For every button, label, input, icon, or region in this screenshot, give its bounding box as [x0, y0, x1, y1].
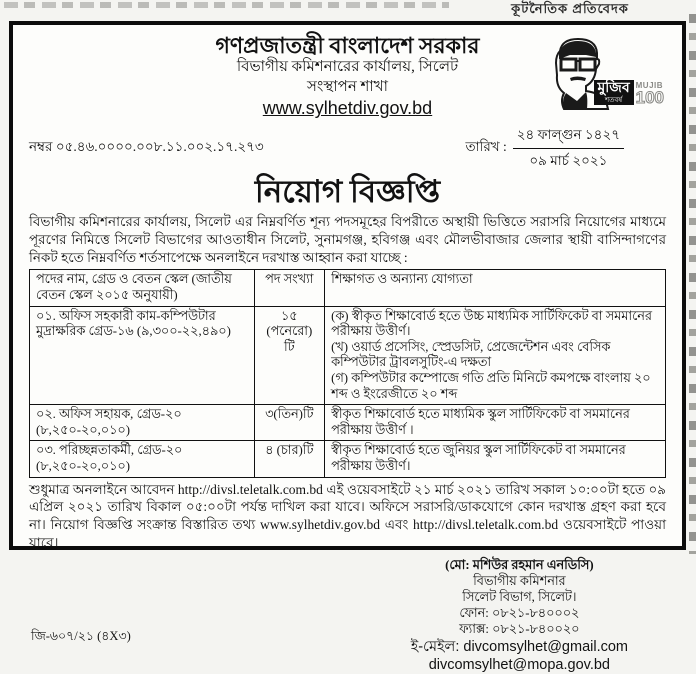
recruitment-notice	[9, 21, 686, 673]
clipped-byline	[455, 0, 685, 16]
signatory-email-1: ই-মেইল: divcomsylhet@gmail.com	[410, 638, 628, 655]
date-stack	[513, 124, 624, 173]
office-name: বিভাগীয় কমিশনারের কার্যালয়, সিলেট	[236, 59, 459, 76]
table-row	[30, 441, 666, 477]
office-website: www.sylhetdiv.gov.bd	[262, 98, 433, 119]
post-qualification	[325, 441, 666, 477]
qualification-line: স্বীকৃত শিক্ষাবোর্ড হতে মাধ্যমিক স্কুল সার্টিফিকেট বা সমমানের পরীক্ষায় উত্তীর্ণ ।	[331, 407, 630, 437]
header-count: পদ সংখ্যা	[254, 270, 325, 306]
post-name: ০১. অফিস সহকারী কাম-কম্পিউটার মুদ্রাক্ষরিক গ্রেড-১৬ (৯,৩০০-২২,৪৯০)	[30, 306, 255, 405]
logo-text-mujib: মুজিব	[597, 80, 630, 96]
qualification-line: (গ) কম্পিউটার কম্পোজে গতি প্রতি মিনিটে কমপক্ষে বাংলায় ২০ শব্দ ও ইংরেজীতে ২০ শব্দ	[331, 370, 651, 401]
qualification-line: (খ) ওয়ার্ড প্রসেসিং, স্প্রেডসিট, প্রেজেন্টেশন এবং বেসিক কম্পিউটার ট্রাবলসুটিং-এ দক্ষতা	[331, 339, 611, 370]
notice-header	[29, 33, 666, 120]
post-count: ৩(তিন)টি	[254, 405, 325, 441]
signatory-phone: ফোন: ০৮২১-৮৪০০০২	[459, 605, 580, 620]
mujib-latin-wordmark	[636, 82, 664, 105]
header-post: পদের নাম, গ্রেড ও বেতন স্কেল (জাতীয় বেতন স্কেল ২০১৫ অনুযায়ী)	[30, 270, 255, 306]
logo-text-100: 100	[635, 87, 664, 107]
logo-text-shotoborsho: শতবর্ষ	[604, 95, 623, 104]
table-row	[30, 306, 666, 405]
signatory-name: (মো: মশিউর রহমান এনডিসি)	[445, 557, 594, 572]
mujib-bangla-wordmark	[594, 80, 634, 105]
memo-label: নম্বর	[29, 138, 53, 154]
date-block	[465, 124, 624, 173]
clipped-newsprint-top	[4, 2, 449, 8]
table-row	[30, 405, 666, 441]
post-name: ০২. অফিস সহায়ক, গ্রেড-২০ (৮,২৫০-২০,০১০)	[30, 405, 255, 441]
date-gregorian: ০৯ মার্চ ২০২১	[529, 152, 608, 168]
post-qualification	[325, 405, 666, 441]
post-count: ১৫ (পনেরো) টি	[254, 306, 325, 405]
qualification-line: স্বীকৃত শিক্ষাবোর্ড হতে জুনিয়র স্কুল সার্টিফিকেট বা সমমানের পরীক্ষায় উত্তীর্ণ।	[331, 443, 626, 474]
header-qualification: শিক্ষাগত ও অন্যান্য যোগ্যতা	[325, 270, 666, 306]
notice-title: নিয়োগ বিজ্ঞপ্তি	[254, 173, 441, 209]
mujib-100-wordmark	[594, 80, 664, 105]
signatory-fax: ফ্যাক্স: ০৮২১-৮৪০০২০	[459, 621, 580, 636]
date-bangla: ২৪ ফাল্গুন ১৪২৭	[513, 124, 624, 149]
signatory-email-2: divcomsylhet@mopa.gov.bd	[428, 656, 610, 673]
qualification-line: (ক) স্বীকৃত শিক্ষাবোর্ড হতে উচ্চ মাধ্যমিক সার্টিফিকেট বা সমমানের পরীক্ষায় উত্তীর্ণ।	[331, 308, 652, 339]
vacancy-table	[29, 269, 666, 477]
government-name: গণপ্রজাতন্ত্রী বাংলাদেশ সরকার	[215, 33, 480, 58]
branch-name: সংস্থাপন শাখা	[307, 78, 388, 95]
application-instructions: শুধুমাত্র অনলাইনে আবেদন http://divsl.teletalk.com.bd এই ওয়েবসাইটে ২১ মার্চ ২০২১ তারিখ সকাল ১০:০০টা হতে ০৯ এপ্রিল ২০২১ তারিখ বিকাল ০৫:০০টা পর্যন্ত দাখিল করা যাবে। অফিসে সরাসরি/ডাকযোগে কোন দরখাস্ত গ্রহণ করা হবে না। নিয়োগ বিজ্ঞপ্তি সংক্রান্ত বিস্তারিত তথ্য www.sylhetdiv.gov.bd এবং http://divsl.teletalk.com.bd ওয়েবসাইটে পাওয়া যাবে।	[29, 481, 666, 551]
signatory-designation: বিভাগীয় কমিশনার	[473, 573, 566, 588]
clipped-newsprint-right	[689, 14, 696, 554]
memo-date-row	[29, 124, 666, 173]
memo-value: ০৫.৪৬.০০০০.০০৮.১১.০০২.১৭.২৭৩	[55, 138, 264, 154]
signature-block	[411, 558, 628, 674]
logo-text-mujib-en: MUJIB	[635, 80, 664, 90]
signatory-office: সিলেট বিভাগ, সিলেট।	[462, 589, 577, 604]
table-header-row	[30, 270, 666, 306]
mujib-100-logo	[542, 35, 664, 109]
post-qualification	[325, 306, 666, 405]
memo-number	[29, 124, 264, 173]
advert-reference: জি-৬০৭/২১ (৪X৩)	[31, 628, 131, 643]
signature-zone	[29, 557, 666, 673]
intro-paragraph: বিভাগীয় কমিশনারের কার্যালয়, সিলেট এর নিম্নবর্ণিত শূন্য পদসমূহের বিপরীতে অস্থায়ী ভিত্তিতে সরাসরি নিয়োগের মাধ্যমে পূরণের নিমিত্তে সিলেট বিভাগের আওতাধীন সিলেট, সুনামগঞ্জ, হবিগঞ্জ এবং মৌলভীবাজার জেলার স্থায়ী বাসিন্দাগণের নিকট হতে নিম্নবর্ণিত শর্তসাপেক্ষে অনলাইনে দরখাস্ত আহ্বান করা যাচ্ছে :	[29, 213, 666, 265]
post-name: ০৩. পরিচ্ছন্নতাকর্মী, গ্রেড-২০ (৮,২৫০-২০,০১০)	[30, 441, 255, 477]
post-count: ৪ (চার)টি	[254, 441, 325, 477]
date-label: তারিখ :	[465, 138, 507, 154]
byline-text: কূটনৈতিক প্রতিবেদক	[511, 1, 629, 16]
